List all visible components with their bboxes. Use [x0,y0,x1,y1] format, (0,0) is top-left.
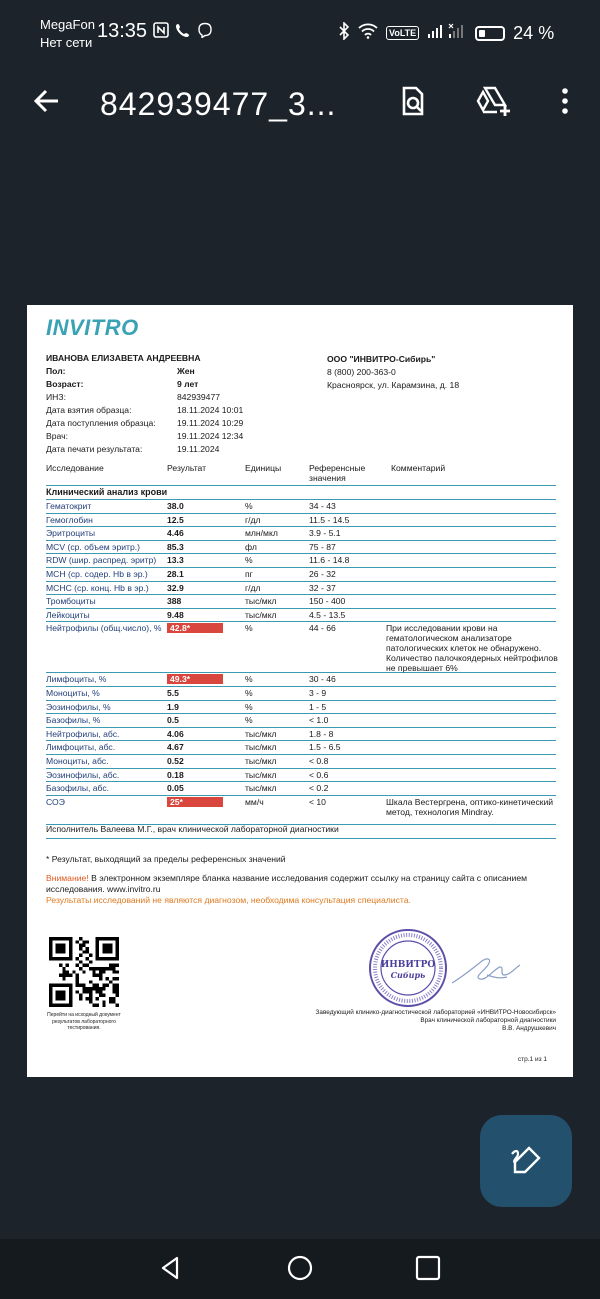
test-name: MCHC (ср. конц. Hb в эр.) [46,582,149,593]
test-unit: мм/ч [245,796,264,807]
table-row [46,741,556,755]
test-result: 0.52 [167,755,184,766]
test-result: 388 [167,596,182,607]
test-reference: 30 - 46 [309,674,336,685]
test-name: Базофилы, % [46,715,101,726]
test-unit: фл [245,541,257,552]
signal-icon [427,23,467,43]
test-unit: тыс/мкл [245,742,277,753]
field-label: Пол: [46,366,66,376]
test-reference: 1.8 - 8 [309,728,334,739]
qr-code[interactable] [49,937,119,1007]
table-row [46,769,556,783]
results-table [46,500,556,825]
col-units: Единицы [245,463,282,473]
test-unit: тыс/мкл [245,596,277,607]
test-result: 1.9 [167,701,179,712]
test-name: Моноциты, абс. [46,755,109,766]
lab-phone: 8 (800) 200-363-0 [327,367,396,377]
test-name: Эозинофилы, % [46,701,111,712]
table-row [46,714,556,728]
test-unit: г/дл [245,514,261,525]
test-result: 49.3* [167,674,223,684]
more-vert-icon[interactable] [548,84,582,118]
test-comment: При исследовании крови на гематологическом анализаторе патологических клеток не обнаружено. Количество палочкоядерных нейтрофилов не превышает 6% [386,623,558,674]
carrier-name: MegaFon [40,17,95,32]
table-row [46,609,556,623]
table-row [46,622,556,673]
patient-field [46,378,316,391]
test-reference: 4.5 - 13.5 [309,609,346,620]
test-reference: 32 - 37 [309,582,336,593]
network-status: Нет сети [40,35,93,50]
test-unit: тыс/мкл [245,728,277,739]
test-result: 32.9 [167,582,184,593]
test-reference: 26 - 32 [309,568,336,579]
warning-block [46,873,558,906]
test-result: 4.06 [167,728,184,739]
table-row [46,568,556,582]
lab-head-line1: Заведующий клинико-диагностической лабораторией «ИНВИТРО-Новосибирск» [315,1009,556,1016]
qr-caption: Перейти на исходный документ результатов лабораторного тестирования. [47,1012,121,1031]
test-name: Лимфоциты, абс. [46,742,116,753]
test-reference: < 1.0 [309,715,329,726]
field-value: 842939477 [177,392,221,402]
test-unit: % [245,623,253,634]
test-reference: 34 - 43 [309,501,336,511]
lab-info [327,353,459,392]
test-reference: < 0.2 [309,783,329,794]
patient-info [46,353,316,456]
test-comment: Шкала Вестергрена, оптико-кинетический метод, технология Mindray. [386,796,554,817]
col-comment: Комментарий [391,463,446,473]
test-name: RDW (шир. распред. эритр) [46,555,157,566]
table-row [46,728,556,742]
drive-add-icon[interactable] [474,84,508,118]
test-name: Тромбоциты [46,596,96,607]
table-row [46,554,556,568]
test-name: Моноциты, % [46,687,100,698]
warning-text: В электронном экземпляре бланка название исследования содержит ссылку на страницу сайта с описанием исследования. www.invitro.ru [46,873,528,894]
test-reference: < 0.6 [309,769,329,780]
table-row [46,782,556,796]
test-reference: < 10 [309,796,326,807]
patient-name: ИВАНОВА ЕЛИЗАВЕТА АНДРЕЕВНА [46,353,201,363]
nfc-icon [153,22,169,43]
table-row [46,527,556,541]
lab-head-info [316,1009,556,1033]
test-reference: 44 - 66 [309,623,336,634]
patient-field [46,443,316,456]
test-name: Гемоглобин [46,514,93,525]
test-unit: % [245,687,253,698]
test-result: 5.5 [167,687,179,698]
test-unit: % [245,715,253,726]
field-value: Жен [177,366,195,376]
test-name: Базофилы, абс. [46,783,110,794]
bluetooth-icon [338,22,350,44]
invitro-logo: INVITRO [46,315,139,340]
document-title: 842939477_3... [100,86,337,122]
col-result: Результат [167,463,207,473]
test-unit: % [245,674,253,685]
test-name: Лимфоциты, % [46,674,107,685]
test-reference: 3 - 9 [309,687,327,698]
test-unit: пг [245,568,253,579]
status-bar [0,0,600,70]
lab-stamp [367,927,449,1009]
test-unit: тыс/мкл [245,769,277,780]
test-reference: 11.6 - 14.8 [309,555,350,566]
col-study: Исследование [46,463,104,473]
col-ref: Референсные значения [309,463,366,483]
nav-back-icon[interactable] [157,1254,185,1282]
test-reference: 1 - 5 [309,701,327,712]
patient-field [46,404,316,417]
section-title: Клинический анализ крови [46,487,556,500]
field-value: 9 лет [177,379,199,389]
test-result: 4.46 [167,528,184,539]
field-value: 19.11.2024 12:34 [177,431,244,441]
test-name: MCV (ср. объем эритр.) [46,541,140,552]
field-value: 18.11.2024 10:01 [177,405,244,415]
test-name: Гематокрит [46,501,92,511]
lab-name: ООО "ИНВИТРО-Сибирь" [327,354,436,364]
test-result: 28.1 [167,568,184,579]
test-result: 13.3 [167,555,184,566]
test-name: Эозинофилы, абс. [46,769,120,780]
test-result: 0.18 [167,769,184,780]
test-result: 9.48 [167,609,184,620]
field-label: ИНЗ: [46,392,66,402]
test-reference: 150 - 400 [309,596,346,607]
test-unit: % [245,701,253,712]
test-result: 42.8* [167,623,223,633]
test-unit: млн/мкл [245,528,278,539]
test-name: Нейтрофилы (общ.число), % [46,623,162,634]
test-result: 0.5 [167,715,179,726]
table-row [46,673,556,687]
lab-report-page [27,305,573,1077]
table-header [46,463,556,486]
nav-home-icon[interactable] [286,1254,314,1282]
field-label: Дата взятия образца: [46,405,132,415]
wifi-icon [358,23,378,43]
status-icons-right [338,22,554,44]
test-name: Нейтрофилы, абс. [46,728,120,739]
field-label: Дата поступления образца: [46,418,156,428]
test-name: MCH (ср. содер. Hb в эр.) [46,568,148,579]
test-unit: г/дл [245,582,261,593]
patient-field [46,391,316,404]
search-document-icon[interactable] [396,84,430,118]
test-name: Лейкоциты [46,609,90,620]
table-row [46,687,556,701]
patient-field [46,365,316,378]
test-result: 38.0 [167,501,184,511]
table-row [46,514,556,528]
stamp-text: ИНВИТРО [380,960,436,970]
back-arrow-icon[interactable] [30,84,64,118]
field-label: Возраст: [46,379,84,389]
field-label: Врач: [46,431,68,441]
table-row [46,796,556,825]
test-result: 0.05 [167,783,184,794]
warning-label: Внимание! [46,873,89,883]
volte-badge: VoLTE [386,26,419,40]
test-result: 85.3 [167,541,184,552]
field-label: Дата печати результата: [46,444,143,454]
table-row [46,500,556,514]
system-nav-bar [0,1239,600,1299]
test-result: 4.67 [167,742,184,753]
table-row [46,541,556,555]
field-value: 19.11.2024 [177,444,220,454]
test-unit: тыс/мкл [245,783,277,794]
test-reference: 3.9 - 5.1 [309,528,341,539]
disclaimer: Результаты исследований не являются диагнозом, необходима консультация специалиста. [46,895,411,905]
test-result: 12.5 [167,514,184,525]
call-icon [175,22,191,43]
lab-head-line2: Врач клинической лабораторной диагностики [420,1017,556,1024]
patient-field [46,430,316,443]
test-result: 25* [167,797,223,807]
patient-field [46,417,316,430]
test-reference: 1.5 - 6.5 [309,742,341,753]
test-reference: 75 - 87 [309,541,336,552]
footnote: * Результат, выходящий за пределы референсных значений [46,854,286,864]
test-unit: тыс/мкл [245,609,277,620]
test-unit: % [245,555,253,566]
clock: 13:35 [97,20,148,42]
test-name: Эритроциты [46,528,96,539]
battery-icon [475,26,505,41]
viber-icon [197,22,213,43]
status-icons-left [153,22,213,43]
edit-fab[interactable] [480,1115,572,1207]
field-value: 19.11.2024 10:29 [177,418,244,428]
test-name: СОЭ [46,796,65,807]
nav-recents-icon[interactable] [414,1254,442,1282]
svg-text:Сибирь: Сибирь [390,970,426,980]
test-reference: 11.5 - 14.5 [309,514,350,525]
table-row [46,755,556,769]
lab-address: Красноярск, ул. Карамзина, д. 18 [327,380,460,390]
lab-head-line3: В.В. Андрушкевич [502,1025,556,1032]
test-unit: % [245,501,253,511]
battery-percent: 24 % [513,22,555,43]
signature [447,945,527,995]
table-row [46,701,556,715]
page-number: стр.1 из 1 [517,1056,547,1063]
table-row [46,582,556,596]
edit-pen-icon [509,1144,543,1178]
table-row [46,595,556,609]
test-reference: < 0.8 [309,755,329,766]
test-unit: тыс/мкл [245,755,277,766]
executor-line: Исполнитель Валеева М.Г., врач клинической лабораторной диагностики [46,824,556,839]
app-bar [0,70,600,140]
carrier-info [40,16,95,52]
